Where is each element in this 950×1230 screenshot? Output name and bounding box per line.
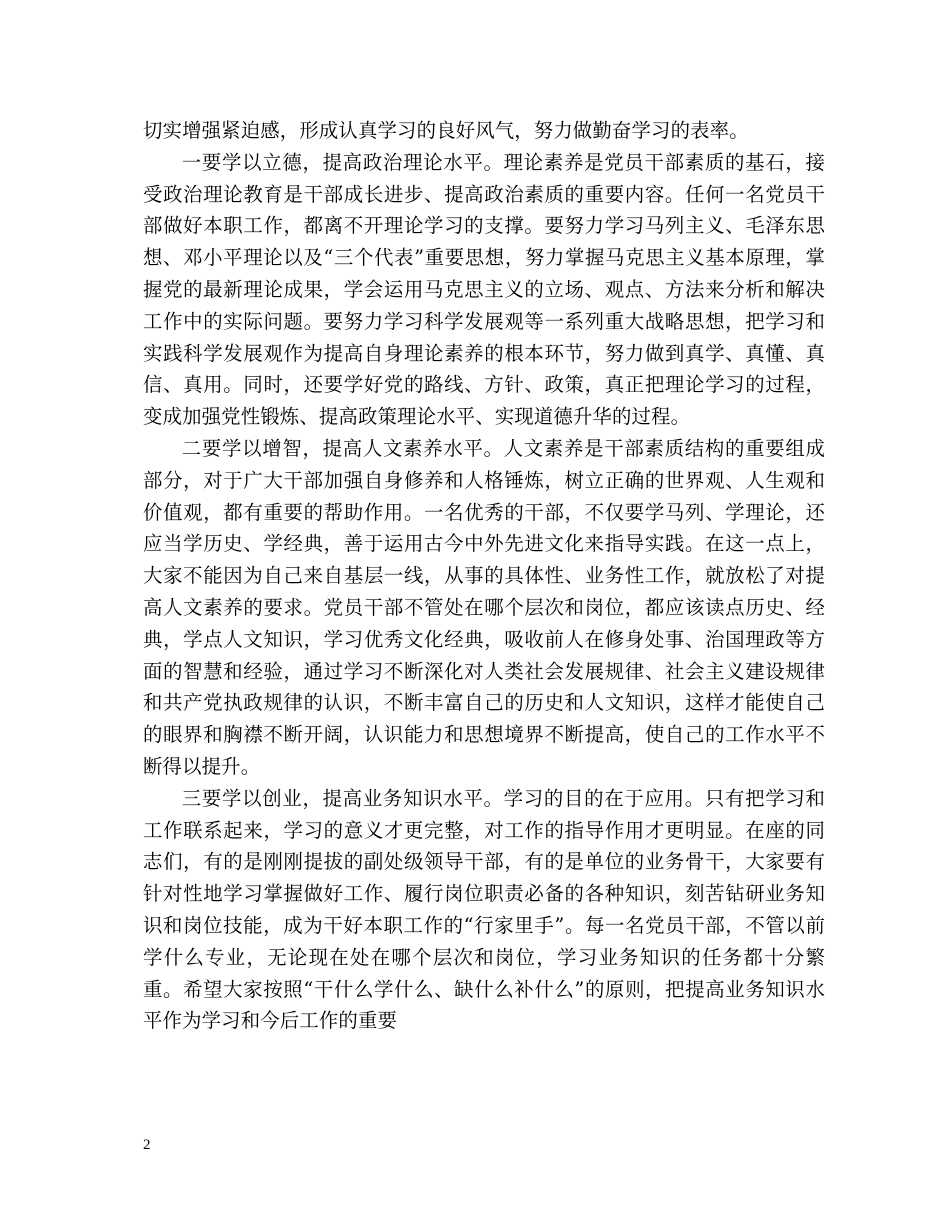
- page-number: 2: [143, 1137, 151, 1153]
- document-body: [143, 115, 825, 1037]
- paragraph-political-theory: 一要学以立德，提高政治理论水平。理论素养是党员干部素质的基石，接受政治理论教育是干部成长进步、提高政治素质的重要内容。任何一名党员干部做好本职工作，都离不开理论学习的支撑。要努力学习马列主义、毛泽东思想、邓小平理论以及“三个代表”重要思想，努力掌握马克思主义基本原理，掌握党的最新理论成果，学会运用马克思主义的立场、观点、方法来分析和解决工作中的实际问题。要努力学习科学发展观等一系列重大战略思想，把学习和实践科学发展观作为提高自身理论素养的根本环节，努力做到真学、真懂、真信、真用。同时，还要学好党的路线、方针、政策，真正把理论学习的过程，变成加强党性锻炼、提高政策理论水平、实现道德升华的过程。: [143, 150, 825, 429]
- paragraph-professional-knowledge: 三要学以创业，提高业务知识水平。学习的目的在于应用。只有把学习和工作联系起来，学习的意义才更完整，对工作的指导作用才更明显。在座的同志们，有的是刚刚提拔的副处级领导干部，有的是单位的业务骨干，大家要有针对性地学习掌握做好工作、履行岗位职责必备的各种知识，刻苦钻研业务知识和岗位技能，成为干好本职工作的“行家里手”。每一名党员干部，不管以前学什么专业，无论现在处在哪个层次和岗位，学习业务知识的任务都十分繁重。希望大家按照“干什么学什么、缺什么补什么”的原则，把提高业务知识水平作为学习和今后工作的重要: [143, 786, 825, 1033]
- paragraph-continuation: 切实增强紧迫感，形成认真学习的良好风气，努力做勤奋学习的表率。: [143, 119, 749, 142]
- paragraph-humanities: 二要学以增智，提高人文素养水平。人文素养是干部素质结构的重要组成部分，对于广大干部加强自身修养和人格锤炼，树立正确的世界观、人生观和价值观，都有重要的帮助作用。一名优秀的干部，不仅要学马列、学理论，还应当学历史、学经典，善于运用古今中外先进文化来指导实践。在这一点上，大家不能因为自己来自基层一线，从事的具体性、业务性工作，就放松了对提高人文素养的要求。党员干部不管处在哪个层次和岗位，都应该读点历史、经典，学点人文知识，学习优秀文化经典，吸收前人在修身处事、治国理政等方面的智慧和经验，通过学习不断深化对人类社会发展规律、社会主义建设规律和共产党执政规律的认识，不断丰富自己的历史和人文知识，这样才能使自己的眼界和胸襟不断开阔，认识能力和思想境界不断提高，使自己的工作水平不断得以提升。: [143, 436, 825, 778]
